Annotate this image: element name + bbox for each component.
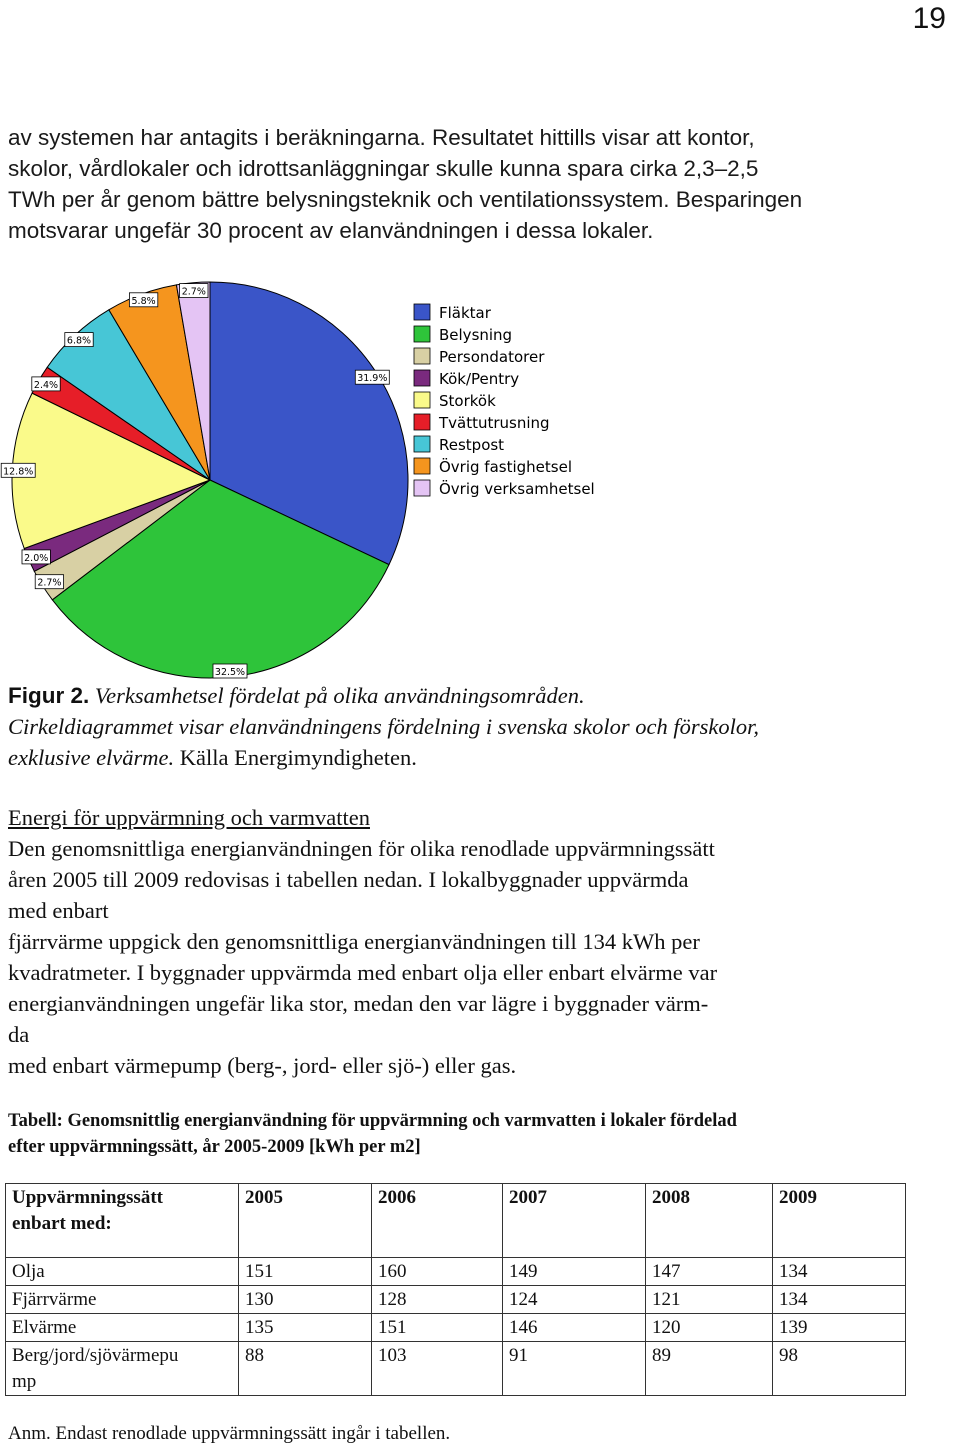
- legend-swatch: [414, 304, 430, 320]
- table-cell: 130: [239, 1286, 372, 1314]
- data-label: 31.9%: [357, 373, 388, 385]
- table-row: [6, 1258, 906, 1286]
- data-label: 2.4%: [33, 379, 59, 391]
- intro-line: av systemen har antagits i beräkningarna. Resultatet hittills visar att kontor,: [8, 125, 755, 150]
- legend-label: Storkök: [439, 392, 496, 410]
- table-cell: 134: [773, 1258, 906, 1286]
- legend-swatch: [414, 480, 430, 496]
- table-title-line: Tabell: Genomsnittlig energianvändning för uppvärmning och varmvatten i lokaler fördelad: [8, 1111, 737, 1131]
- header-cell-method: [6, 1184, 239, 1258]
- legend-label: Restpost: [439, 436, 505, 454]
- page-number: 19: [912, 2, 946, 35]
- table-cell: 128: [372, 1286, 503, 1314]
- legend-swatch: [414, 436, 430, 452]
- caption-line-1: [8, 680, 948, 711]
- heating-section: [8, 802, 948, 1081]
- table-cell: 88: [239, 1342, 372, 1396]
- section-line: åren 2005 till 2009 redovisas i tabellen nedan. I lokalbyggnader uppvärmda: [8, 867, 689, 892]
- header-cell-year: 2008: [646, 1184, 773, 1258]
- section-line: kvadratmeter. I byggnader uppvärmda med enbart olja eller enbart elvärme var: [8, 960, 718, 985]
- caption-line-2: [8, 711, 948, 742]
- header-text: enbart med:: [12, 1213, 112, 1234]
- table-title: [8, 1108, 948, 1160]
- table-cell: 134: [773, 1286, 906, 1314]
- table-cell: 91: [503, 1342, 646, 1396]
- caption-line-3: [8, 742, 948, 773]
- header-cell-year: 2006: [372, 1184, 503, 1258]
- header-cell-year: 2007: [503, 1184, 646, 1258]
- table-cell: 147: [646, 1258, 773, 1286]
- row-label: [6, 1342, 239, 1396]
- legend-swatch: [414, 414, 430, 430]
- data-label: 12.8%: [3, 466, 34, 478]
- header-text: Uppvärmningssätt: [12, 1187, 163, 1208]
- header-cell-year: 2009: [773, 1184, 906, 1258]
- intro-line: skolor, vårdlokaler och idrottsanläggningar skulle kunna spara cirka 2,3–2,5: [8, 156, 759, 181]
- section-line: Den genomsnittliga energianvändningen för olika renodlade uppvärmningssätt: [8, 836, 715, 861]
- legend-label: Persondatorer: [439, 348, 545, 366]
- section-heading: Energi för uppvärmning och varmvatten: [8, 805, 370, 830]
- table-cell: 121: [646, 1286, 773, 1314]
- section-line: fjärrvärme uppgick den genomsnittliga energianvändningen till 134 kWh per: [8, 929, 700, 954]
- table-cell: 124: [503, 1286, 646, 1314]
- data-label: 2.7%: [37, 577, 62, 589]
- legend-label: Övrig fastighetsel: [439, 458, 572, 476]
- figure-label: Figur 2.: [8, 683, 90, 708]
- legend-swatch: [414, 326, 430, 342]
- pie-chart: [0, 280, 620, 680]
- energy-table: [5, 1183, 906, 1396]
- row-label: Olja: [6, 1258, 239, 1286]
- table-row: [6, 1342, 906, 1396]
- row-label: Elvärme: [6, 1314, 239, 1342]
- section-line: da: [8, 1022, 30, 1047]
- table-cell: 103: [372, 1342, 503, 1396]
- intro-line: motsvarar ungefär 30 procent av elanvändningen i dessa lokaler.: [8, 218, 654, 243]
- table-cell: 135: [239, 1314, 372, 1342]
- row-label-text: Berg/jord/sjövärmepu: [12, 1345, 179, 1366]
- section-line: energianvändningen ungefär lika stor, medan den var lägre i byggnader värm-: [8, 991, 709, 1016]
- table-cell: 151: [372, 1314, 503, 1342]
- table-cell: 89: [646, 1342, 773, 1396]
- row-label: Fjärrvärme: [6, 1286, 239, 1314]
- legend-label: Övrig verksamhetsel: [439, 480, 595, 498]
- caption-source: Källa Energimyndigheten.: [179, 745, 417, 770]
- legend-label: Kök/Pentry: [439, 370, 520, 388]
- figure-caption: [8, 680, 948, 773]
- legend-swatch: [414, 348, 430, 364]
- legend-swatch: [414, 458, 430, 474]
- caption-title: Verksamhetsel fördelat på olika användningsområden.: [94, 683, 585, 708]
- data-label: 6.8%: [66, 335, 92, 347]
- table-title-line: efter uppvärmningssätt, år 2005-2009 [kWh per m2]: [8, 1137, 421, 1157]
- header-cell-year: 2005: [239, 1184, 372, 1258]
- table-cell: 139: [773, 1314, 906, 1342]
- intro-line: TWh per år genom bättre belysningsteknik och ventilationssystem. Besparingen: [8, 187, 803, 212]
- section-line: med enbart: [8, 898, 109, 923]
- data-label: 32.5%: [214, 667, 246, 678]
- table-row: [6, 1286, 906, 1314]
- legend-swatch: [414, 392, 430, 408]
- legend-label: Fläktar: [439, 304, 491, 322]
- table-cell: 120: [646, 1314, 773, 1342]
- caption-description: Cirkeldiagrammet visar elanvändningens fördelning i svenska skolor och förskolor,: [8, 714, 759, 739]
- table-note: Anm. Endast renodlade uppvärmningssätt ingår i tabellen.: [8, 1423, 451, 1444]
- table-cell: 151: [239, 1258, 372, 1286]
- pie-legend: [414, 304, 595, 498]
- legend-label: Tvättutrusning: [439, 414, 550, 432]
- data-label: 2.0%: [24, 552, 49, 564]
- section-line: med enbart värmepump (berg-, jord- eller sjö-) eller gas.: [8, 1053, 517, 1078]
- table-cell: 98: [773, 1342, 906, 1396]
- table-cell: 146: [503, 1314, 646, 1342]
- table-header-row: [6, 1184, 906, 1258]
- intro-paragraph: [8, 122, 948, 246]
- table-row: [6, 1314, 906, 1342]
- table-cell: 160: [372, 1258, 503, 1286]
- table-cell: 149: [503, 1258, 646, 1286]
- row-label-text: mp: [12, 1371, 37, 1392]
- caption-description-end: exklusive elvärme.: [8, 745, 175, 770]
- data-label: 5.8%: [131, 295, 156, 307]
- data-label: 2.7%: [181, 286, 206, 298]
- legend-swatch: [414, 370, 430, 386]
- legend-label: Belysning: [439, 326, 513, 344]
